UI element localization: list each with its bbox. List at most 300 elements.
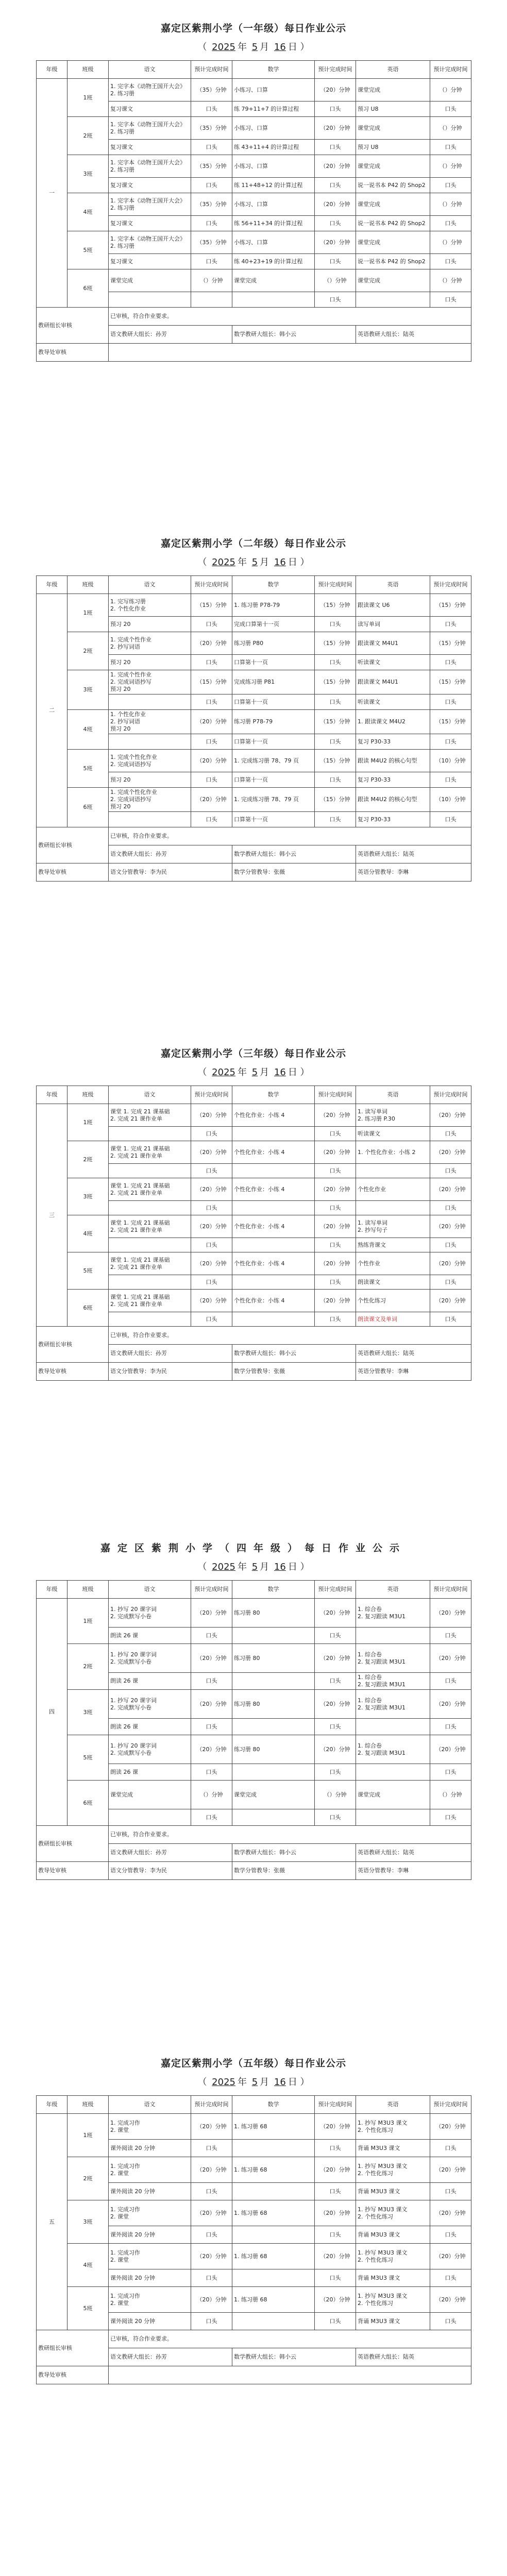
math-time: （20）分钟 (315, 1290, 356, 1312)
chinese-task: 1. 完成个性作业 2. 抄写词语 (109, 632, 191, 655)
chinese-task: 朗读 26 课 (109, 1673, 191, 1690)
english-time: 口头 (430, 101, 471, 117)
date-prefix: （ (197, 1067, 207, 1078)
column-header: 预计完成时间 (315, 61, 356, 79)
english-time: 口头 (430, 254, 471, 269)
chinese-director: 语文分管教导：李为民 (109, 1862, 232, 1880)
chinese-task: 1. 个性化作业 2. 抄写词语 预习 20 (109, 710, 191, 734)
class-cell: 6班 (67, 269, 109, 308)
math-time: （20）分钟 (315, 2114, 356, 2140)
chinese-task: 朗读 26 课 (109, 1628, 191, 1644)
date-day: 16 (274, 1067, 286, 1078)
director-label: 教导处审核 (37, 1862, 109, 1880)
english-task: 跟读 M4U2 的核心句型 (356, 750, 430, 772)
math-task: 练 43+11+4 的计算过程 (232, 140, 315, 155)
english-time: （20）分钟 (430, 1178, 471, 1201)
header-row (37, 576, 471, 594)
math-time: 口头 (315, 1127, 356, 1141)
chinese-task: 1. 抄写 20 课字词 2. 完成默写小卷 (109, 1735, 191, 1764)
math-leader: 数学教研大组长：韩小云 (232, 2348, 356, 2366)
table-row (37, 2287, 471, 2313)
chinese-time: 口头 (191, 140, 232, 155)
director-label: 教导处审核 (37, 863, 109, 882)
english-task (356, 1809, 430, 1826)
column-header: 预计完成时间 (315, 576, 356, 594)
english-time: 口头 (430, 1312, 471, 1327)
math-time: （15）分钟 (315, 710, 356, 734)
column-header: 预计完成时间 (430, 576, 471, 594)
date-day-unit: 日 (288, 1562, 297, 1572)
date-month-unit: 月 (260, 2077, 269, 2088)
chinese-task: 预习 20 (109, 617, 191, 632)
chinese-time: 口头 (191, 1275, 232, 1290)
class-cell: 6班 (67, 788, 109, 827)
english-leader: 英语教研大组长：陆英 (356, 1345, 471, 1363)
date-prefix: （ (197, 557, 207, 568)
english-time: 口头 (430, 1764, 471, 1781)
english-task: 课堂完成 (356, 269, 430, 292)
math-time: 口头 (315, 1275, 356, 1290)
column-header: 预计完成时间 (430, 1086, 471, 1104)
chinese-time: （20）分钟 (191, 632, 232, 655)
column-header: 语文 (109, 1086, 191, 1104)
table-row (37, 1252, 471, 1275)
english-task: 背诵 M3U3 课文 (356, 2269, 430, 2287)
english-task: 课堂完成 (356, 231, 430, 254)
class-cell: 6班 (67, 1781, 109, 1826)
audit-row (37, 827, 471, 845)
column-header: 年级 (37, 2096, 67, 2114)
table-row (37, 788, 471, 812)
math-time: （20）分钟 (315, 1104, 356, 1127)
chinese-time: （15）分钟 (191, 594, 232, 617)
english-time: 口头 (430, 1719, 471, 1735)
english-time: 口头 (430, 1164, 471, 1178)
math-task: 练习册 P80 (232, 632, 315, 655)
english-task: 1. 抄写 M3U3 课文 2. 个性化练习 (356, 2200, 430, 2226)
math-task: 个性化作业：小练 4 (232, 1178, 315, 1201)
english-task: 背诵 M3U3 课文 (356, 2313, 430, 2330)
grade-cell: 四 (37, 1599, 67, 1826)
math-task: 1. 练习册 P78-79 (232, 594, 315, 617)
date-day: 16 (274, 1562, 286, 1572)
chinese-task: 复习课文 (109, 216, 191, 231)
date-suffix: ） (300, 42, 310, 53)
math-task: 完成口算第十一页 (232, 617, 315, 632)
column-header: 预计完成时间 (191, 1086, 232, 1104)
english-task: 复习 P30-33 (356, 812, 430, 827)
chinese-time: 口头 (191, 1164, 232, 1178)
math-task: 1. 完成练习册 78、79 页 (232, 788, 315, 812)
column-header: 预计完成时间 (191, 61, 232, 79)
english-director: 英语分管教导：李琳 (356, 1862, 471, 1880)
chinese-time: 口头 (191, 1809, 232, 1826)
math-task: 口算第十一页 (232, 655, 315, 670)
math-task: 小练习、口算 (232, 155, 315, 178)
math-time: （20）分钟 (315, 1644, 356, 1673)
director-label: 教导处审核 (37, 344, 109, 362)
audit-row (37, 2330, 471, 2348)
chinese-time: （35）分钟 (191, 117, 232, 140)
math-time: 口头 (315, 655, 356, 670)
math-task: 小练习、口算 (232, 79, 315, 101)
english-task: 课堂完成 (356, 155, 430, 178)
english-task (356, 1201, 430, 1215)
class-cell: 3班 (67, 1690, 109, 1735)
english-time: （15）分钟 (430, 710, 471, 734)
audit-label: 教研组长审核 (37, 827, 109, 863)
math-task: 口算第十一页 (232, 694, 315, 710)
class-cell: 1班 (67, 594, 109, 632)
math-leader: 数学教研大组长：韩小云 (232, 1844, 356, 1862)
english-task: 跟读课文 U6 (356, 594, 430, 617)
chinese-time: （20）分钟 (191, 1104, 232, 1127)
english-task: 课堂完成 (356, 1781, 430, 1809)
math-task (232, 1127, 315, 1141)
english-time: （20）分钟 (430, 2287, 471, 2313)
math-task: 完成练习册 P81 (232, 670, 315, 694)
chinese-task: 1. 完字本《动物王国开大会》 2. 练习册 (109, 193, 191, 216)
chinese-time: （20）分钟 (191, 750, 232, 772)
math-time: （20）分钟 (315, 2157, 356, 2183)
chinese-task (109, 812, 191, 827)
chinese-task: 预习 20 (109, 772, 191, 788)
math-task: 个性化作业：小练 4 (232, 1252, 315, 1275)
class-cell: 1班 (67, 79, 109, 117)
table-row (37, 594, 471, 617)
english-task: 课堂完成 (356, 79, 430, 101)
math-task (232, 2140, 315, 2157)
chinese-time: 口头 (191, 216, 232, 231)
math-time: 口头 (315, 2140, 356, 2157)
column-header: 预计完成时间 (191, 576, 232, 594)
chinese-time: （15）分钟 (191, 670, 232, 694)
english-task (356, 1164, 430, 1178)
chinese-director: 语文分管教导：李为民 (109, 1363, 232, 1381)
class-cell: 5班 (67, 1735, 109, 1781)
date-prefix: （ (197, 42, 207, 53)
math-task: 小练习、口算 (232, 117, 315, 140)
math-task (232, 2183, 315, 2200)
grade1-date (36, 40, 471, 53)
math-task: 练 79+11+7 的计算过程 (232, 101, 315, 117)
column-header: 预计完成时间 (315, 2096, 356, 2114)
grade5-table (36, 2095, 471, 2384)
english-time: （20）分钟 (430, 2244, 471, 2269)
chinese-task: 课堂 1. 完成 21 课基础 2. 完成 21 课作业单 (109, 1141, 191, 1164)
table-row (37, 1104, 471, 1127)
english-task: 背诵 M3U3 课文 (356, 2183, 430, 2200)
chinese-task: 课外阅读 20 分钟 (109, 2183, 191, 2200)
chinese-task: 1. 完写练习册 2. 个性化作业 (109, 594, 191, 617)
math-time: 口头 (315, 292, 356, 308)
table-row (37, 1178, 471, 1201)
english-time: （20）分钟 (430, 1104, 471, 1127)
math-task (232, 1628, 315, 1644)
english-time: （20）分钟 (430, 1735, 471, 1764)
math-time: （20）分钟 (315, 193, 356, 216)
chinese-task: 1. 完字本《动物王国开大会》 2. 练习册 (109, 79, 191, 101)
math-task: 1. 练习册 68 (232, 2244, 315, 2269)
chinese-task (109, 734, 191, 750)
class-cell: 4班 (67, 193, 109, 231)
english-task: 预习 U8 (356, 140, 430, 155)
english-time: （）分钟 (430, 1781, 471, 1809)
table-row (37, 632, 471, 655)
column-header: 班级 (67, 61, 109, 79)
chinese-time: （20）分钟 (191, 1215, 232, 1238)
english-task: 跟读课文 M4U1 (356, 632, 430, 655)
math-task: 练习册 80 (232, 1735, 315, 1764)
math-time: （20）分钟 (315, 1599, 356, 1628)
table-row (37, 2244, 471, 2269)
chinese-task (109, 1238, 191, 1252)
math-time: 口头 (315, 812, 356, 827)
grade1-table (36, 60, 471, 362)
grade4-section (36, 1540, 471, 1880)
column-header: 英语 (356, 1581, 430, 1599)
chinese-director: 语文分管教导：李为民 (109, 863, 232, 882)
english-task: 读写单词 (356, 617, 430, 632)
chinese-task: 课堂 1. 完成 21 课基础 2. 完成 21 课作业单 (109, 1215, 191, 1238)
math-time: （20）分钟 (315, 2244, 356, 2269)
class-cell: 5班 (67, 750, 109, 788)
date-day-unit: 日 (288, 42, 297, 53)
chinese-task: 1. 完字本《动物王国开大会》 2. 练习册 (109, 231, 191, 254)
column-header: 英语 (356, 576, 430, 594)
director-empty (109, 2366, 471, 2384)
math-time: 口头 (315, 2183, 356, 2200)
english-task: 1. 综合卷 2. 复习跟读 M3U1 (356, 1599, 430, 1628)
chinese-time: （）分钟 (191, 269, 232, 292)
english-time: （10）分钟 (430, 750, 471, 772)
english-time: 口头 (430, 772, 471, 788)
math-time: 口头 (315, 1628, 356, 1644)
math-task: 口算第十一页 (232, 812, 315, 827)
math-time: 口头 (315, 1201, 356, 1215)
chinese-time: 口头 (191, 2269, 232, 2287)
english-task: 1. 跟读课文 M4U2 (356, 710, 430, 734)
english-task: 朗读课文及单词 (356, 1312, 430, 1327)
math-time: 口头 (315, 140, 356, 155)
math-time: （20）分钟 (315, 1178, 356, 1201)
chinese-time: 口头 (191, 1719, 232, 1735)
english-time: 口头 (430, 617, 471, 632)
english-time: 口头 (430, 2226, 471, 2244)
english-time: 口头 (430, 2313, 471, 2330)
chinese-time: 口头 (191, 101, 232, 117)
header-row (37, 1086, 471, 1104)
english-time: 口头 (430, 1673, 471, 1690)
english-task: 说一说书本 P42 的 Shop2 (356, 178, 430, 193)
english-time: 口头 (430, 694, 471, 710)
date-prefix: （ (197, 2077, 207, 2088)
director-row (37, 344, 471, 362)
date-month: 5 (251, 1067, 258, 1078)
english-task: 说一说书本 P42 的 Shop2 (356, 254, 430, 269)
chinese-task: 课堂完成 (109, 1781, 191, 1809)
class-cell: 5班 (67, 1252, 109, 1290)
english-task: 1. 综合卷 2. 复习跟读 M3U1 (356, 1735, 430, 1764)
english-time: （）分钟 (430, 231, 471, 254)
math-task: 个性化作业：小练 4 (232, 1290, 315, 1312)
english-time: （20）分钟 (430, 2157, 471, 2183)
chinese-time: 口头 (191, 1127, 232, 1141)
table-row (37, 193, 471, 216)
english-task: 复习 P30-33 (356, 772, 430, 788)
chinese-time: （20）分钟 (191, 1290, 232, 1312)
chinese-task: 1. 完成习作 2. 课堂 (109, 2287, 191, 2313)
math-director: 数学分管教导：张薇 (232, 863, 356, 882)
math-task (232, 1673, 315, 1690)
table-row (37, 670, 471, 694)
english-time: 口头 (430, 1238, 471, 1252)
table-row (37, 79, 471, 101)
english-time: 口头 (430, 1628, 471, 1644)
chinese-task: 1. 完字本《动物王国开大会》 2. 练习册 (109, 117, 191, 140)
math-task (232, 292, 315, 308)
math-time: 口头 (315, 772, 356, 788)
date-month-unit: 月 (260, 557, 269, 568)
math-task: 课堂完成 (232, 269, 315, 292)
date-year-unit: 年 (237, 557, 247, 568)
math-time: 口头 (315, 1164, 356, 1178)
math-task: 小练习、口算 (232, 193, 315, 216)
table-row (37, 155, 471, 178)
grade5-date (36, 2075, 471, 2088)
english-time: （20）分钟 (430, 1599, 471, 1628)
chinese-task (109, 1201, 191, 1215)
column-header: 年级 (37, 1086, 67, 1104)
math-task (232, 1164, 315, 1178)
audit-label: 教研组长审核 (37, 2330, 109, 2366)
math-task: 个性化作业：小练 4 (232, 1104, 315, 1127)
chinese-task (109, 694, 191, 710)
math-task: 口算第十一页 (232, 772, 315, 788)
english-time: 口头 (430, 1275, 471, 1290)
column-header: 语文 (109, 61, 191, 79)
director-empty (109, 344, 471, 362)
chinese-task: 1. 完字本《动物王国开大会》 2. 练习册 (109, 155, 191, 178)
chinese-task: 1. 完成习作 2. 课堂 (109, 2244, 191, 2269)
column-header: 预计完成时间 (315, 1581, 356, 1599)
column-header: 语文 (109, 1581, 191, 1599)
column-header: 数学 (232, 1086, 315, 1104)
math-time: （15）分钟 (315, 632, 356, 655)
english-task: 1. 抄写 M3U3 课文 2. 个性化练习 (356, 2114, 430, 2140)
audit-label: 教研组长审核 (37, 1327, 109, 1363)
chinese-task: 课堂完成 (109, 269, 191, 292)
english-time: （10）分钟 (430, 788, 471, 812)
table-row (37, 1644, 471, 1673)
class-cell: 2班 (67, 117, 109, 155)
chinese-task: 课堂 1. 完成 21 课基础 2. 完成 21 课作业单 (109, 1178, 191, 1201)
grade4-title: 嘉定区紫荆小学（四年级）每日作业公示 (100, 1543, 407, 1554)
date-year-unit: 年 (237, 2077, 247, 2088)
header-row (37, 61, 471, 79)
chinese-time: 口头 (191, 694, 232, 710)
table-row (37, 231, 471, 254)
audit-text: 已审核，符合作业要求。 (109, 827, 471, 845)
math-task (232, 2226, 315, 2244)
english-time: 口头 (430, 178, 471, 193)
english-task: 跟读课文 M4U1 (356, 670, 430, 694)
english-task (356, 1764, 430, 1781)
math-task (232, 1312, 315, 1327)
chinese-leader: 语文教研大组长：孙芳 (109, 326, 232, 344)
date-day: 16 (274, 42, 286, 53)
math-task: 练习册 P78-79 (232, 710, 315, 734)
chinese-task: 复习课文 (109, 101, 191, 117)
table-row (37, 2157, 471, 2183)
grade5-section (36, 2056, 471, 2384)
math-task: 练习册 80 (232, 1644, 315, 1673)
english-task: 个性化作业 (356, 1178, 430, 1201)
class-cell: 2班 (67, 1644, 109, 1690)
math-time: （）分钟 (315, 269, 356, 292)
english-task: 背诵 M3U3 课文 (356, 2226, 430, 2244)
table-row (37, 1735, 471, 1764)
english-task: 听读课文 (356, 655, 430, 670)
table-row (37, 1599, 471, 1628)
column-header: 语文 (109, 576, 191, 594)
table-row (37, 1141, 471, 1164)
math-task: 练习册 80 (232, 1690, 315, 1719)
chinese-task (109, 1312, 191, 1327)
english-time: 口头 (430, 1809, 471, 1826)
english-time: （20）分钟 (430, 2114, 471, 2140)
math-task: 练习册 80 (232, 1599, 315, 1628)
math-time: （20）分钟 (315, 1141, 356, 1164)
math-time: 口头 (315, 1719, 356, 1735)
chinese-task: 1. 抄写 20 课字词 2. 完成默写小卷 (109, 1599, 191, 1628)
math-task (232, 1809, 315, 1826)
english-task: 跟读 M4U2 的核心句型 (356, 788, 430, 812)
chinese-task (109, 1275, 191, 1290)
table-row (37, 269, 471, 292)
column-header: 预计完成时间 (315, 1086, 356, 1104)
english-time: （）分钟 (430, 269, 471, 292)
date-suffix: ） (300, 557, 310, 568)
chinese-time: （35）分钟 (191, 79, 232, 101)
column-header: 英语 (356, 2096, 430, 2114)
column-header: 班级 (67, 1581, 109, 1599)
chinese-time: 口头 (191, 178, 232, 193)
audit-text: 已审核，符合作业要求。 (109, 1327, 471, 1345)
chinese-time: 口头 (191, 617, 232, 632)
chinese-task: 1. 完成习作 2. 课堂 (109, 2157, 191, 2183)
chinese-task: 1. 抄写 20 课字词 2. 完成默写小卷 (109, 1690, 191, 1719)
english-time: 口头 (430, 812, 471, 827)
date-day-unit: 日 (288, 557, 297, 568)
chinese-leader: 语文教研大组长：孙芳 (109, 1345, 232, 1363)
column-header: 班级 (67, 576, 109, 594)
column-header: 数学 (232, 61, 315, 79)
grade-cell: 五 (37, 2114, 67, 2330)
english-task: 朗读课文 (356, 1275, 430, 1290)
class-cell: 4班 (67, 1215, 109, 1252)
column-header: 语文 (109, 2096, 191, 2114)
math-time: 口头 (315, 617, 356, 632)
math-task: 1. 练习册 68 (232, 2287, 315, 2313)
math-time: （15）分钟 (315, 788, 356, 812)
english-task: 个性化练习 (356, 1290, 430, 1312)
chinese-task: 预习 20 (109, 655, 191, 670)
column-header: 英语 (356, 1086, 430, 1104)
math-task: 练 56+11+34 的计算过程 (232, 216, 315, 231)
chinese-time: （20）分钟 (191, 2157, 232, 2183)
math-task (232, 1764, 315, 1781)
